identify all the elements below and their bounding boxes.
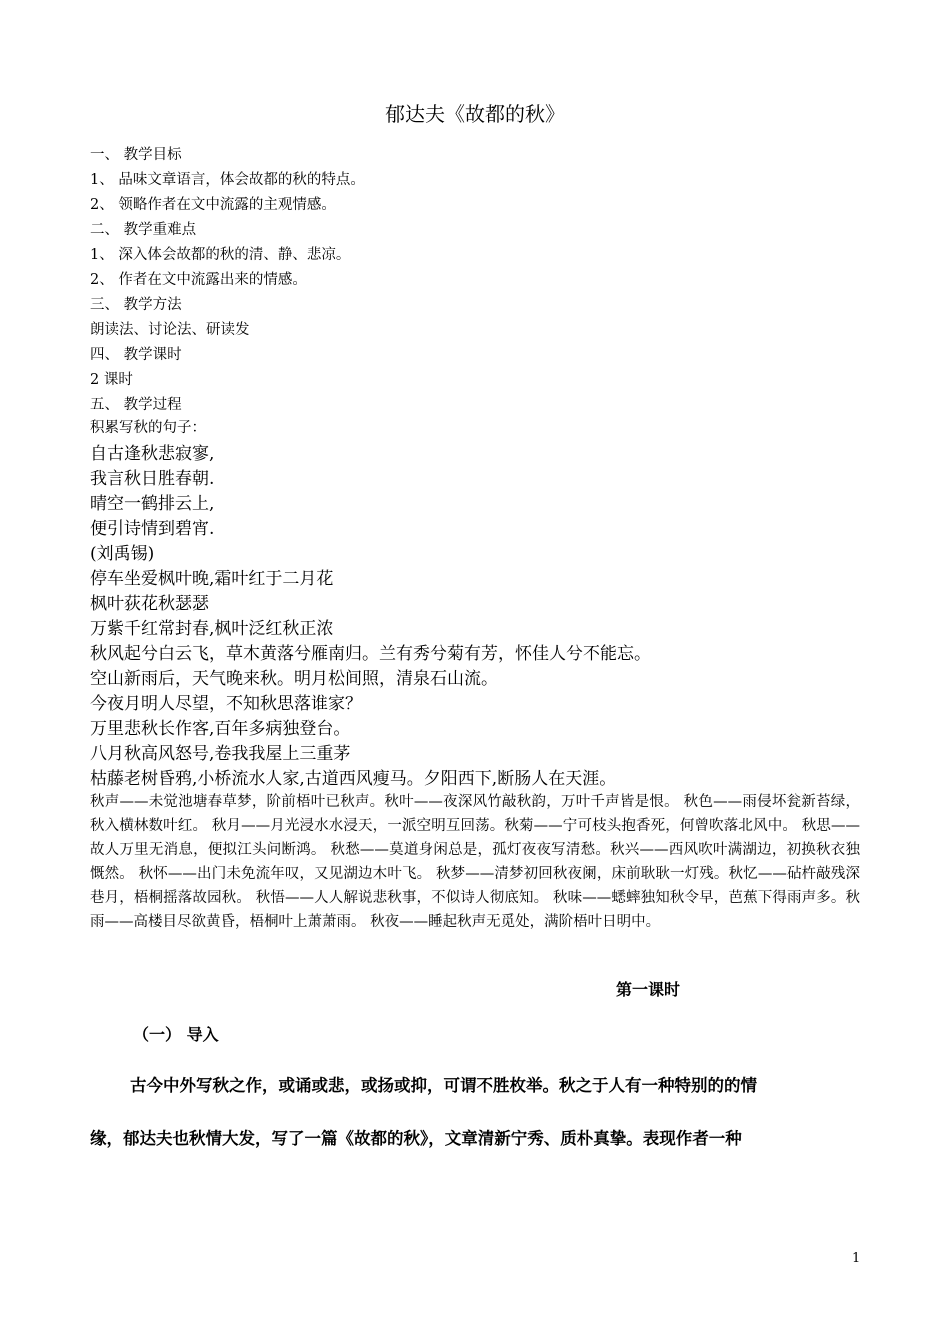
- outline-line: 三、 教学方法: [90, 297, 182, 313]
- poem-line: 空山新雨后，天气晚来秋。明月松间照，清泉石山流。: [90, 669, 498, 689]
- page-number: 1: [852, 1251, 861, 1266]
- intro-heading: （一） 导入: [133, 1025, 219, 1044]
- document-title: 郁达夫《故都的秋》: [385, 102, 565, 126]
- outline-line: 四、 教学课时: [90, 347, 182, 363]
- outline-line: 积累写秋的句子：: [90, 420, 206, 436]
- poem-line: 自古逢秋悲寂寥,: [90, 444, 215, 464]
- outline-line: 朗读法、讨论法、研读发: [90, 322, 250, 338]
- poem-line: 晴空一鹤排云上,: [90, 494, 215, 514]
- poem-line: 秋风起兮白云飞，草木黄落兮雁南归。兰有秀兮菊有芳，怀佳人兮不能忘。: [90, 644, 651, 664]
- outline-line: 1、 品味文章语言，体会故都的秋的特点。: [90, 172, 365, 188]
- autumn-phrases-paragraph: 秋声——未觉池塘春草梦，阶前梧叶已秋声。秋叶——夜深风竹敲秋韵，万叶千声皆是恨。 秋色——雨侵坏瓮新苔绿，秋入横林数叶红。 秋月——月光浸水水浸天，一派空明互回荡。秋菊——宁可枝头抱香死，何曾吹落北风中。 秋思——故人万里无消息，便拟江头问断鸿。 秋愁——莫道身闲总是，孤灯夜夜写清愁。秋兴——西风吹叶满湖边，初换秋衣独慨然。 秋怀——出门未免流年叹，又见湖边木叶飞。 秋梦——清梦初回秋夜阑，床前耿耿一灯残。秋忆——砧杵敲残深巷月，梧桐摇落故园秋。 秋悟——人人解说悲秋事，不似诗人彻底知。 秋味——蟋蟀独知秋令早，芭蕉下得雨声多。秋雨——高楼目尽欲黄昏，梧桐叶上萧萧雨。 秋夜——睡起秋声无觅处，满阶梧叶日明中。: [90, 794, 860, 930]
- poem-line: 今夜月明人尽望，不知秋思落谁家？: [90, 694, 362, 714]
- outline-line: 2、 领略作者在文中流露的主观情感。: [90, 197, 336, 213]
- outline-line: 1、 深入体会故都的秋的清、静、悲凉。: [90, 247, 351, 263]
- poem-line: (刘禹锡): [90, 544, 155, 564]
- outline-line: 一、 教学目标: [90, 147, 182, 163]
- poem-line: 枫叶荻花秋瑟瑟: [90, 594, 209, 614]
- poem-line: 枯藤老树昏鸦,小桥流水人家,古道西风瘦马。夕阳西下,断肠人在天涯。: [90, 769, 617, 789]
- intro-text-line: 缘，郁达夫也秋情大发，写了一篇《故都的秋》，文章清新宁秀、质朴真挚。表现作者一种: [90, 1129, 742, 1148]
- poem-line: 八月秋高风怒号,卷我我屋上三重茅: [90, 744, 351, 764]
- poem-line: 便引诗情到碧宵.: [90, 519, 215, 539]
- poem-line: 停车坐爱枫叶晚,霜叶红于二月花: [90, 569, 334, 589]
- outline-line: 2、 作者在文中流露出来的情感。: [90, 272, 307, 288]
- poem-line: 万里悲秋长作客,百年多病独登台。: [90, 719, 351, 739]
- outline-line: 五、 教学过程: [90, 397, 182, 413]
- poem-line: 我言秋日胜春朝.: [90, 469, 215, 489]
- intro-text-line: 古今中外写秋之作，或诵或悲，或扬或抑，可谓不胜枚举。秋之于人有一种特别的的情: [130, 1076, 757, 1095]
- poem-line: 万紫千红常封春,枫叶泛红秋正浓: [90, 619, 334, 639]
- outline-line: 2 课时: [90, 372, 133, 388]
- lesson-heading: 第一课时: [616, 980, 681, 999]
- outline-line: 二、 教学重难点: [90, 222, 197, 238]
